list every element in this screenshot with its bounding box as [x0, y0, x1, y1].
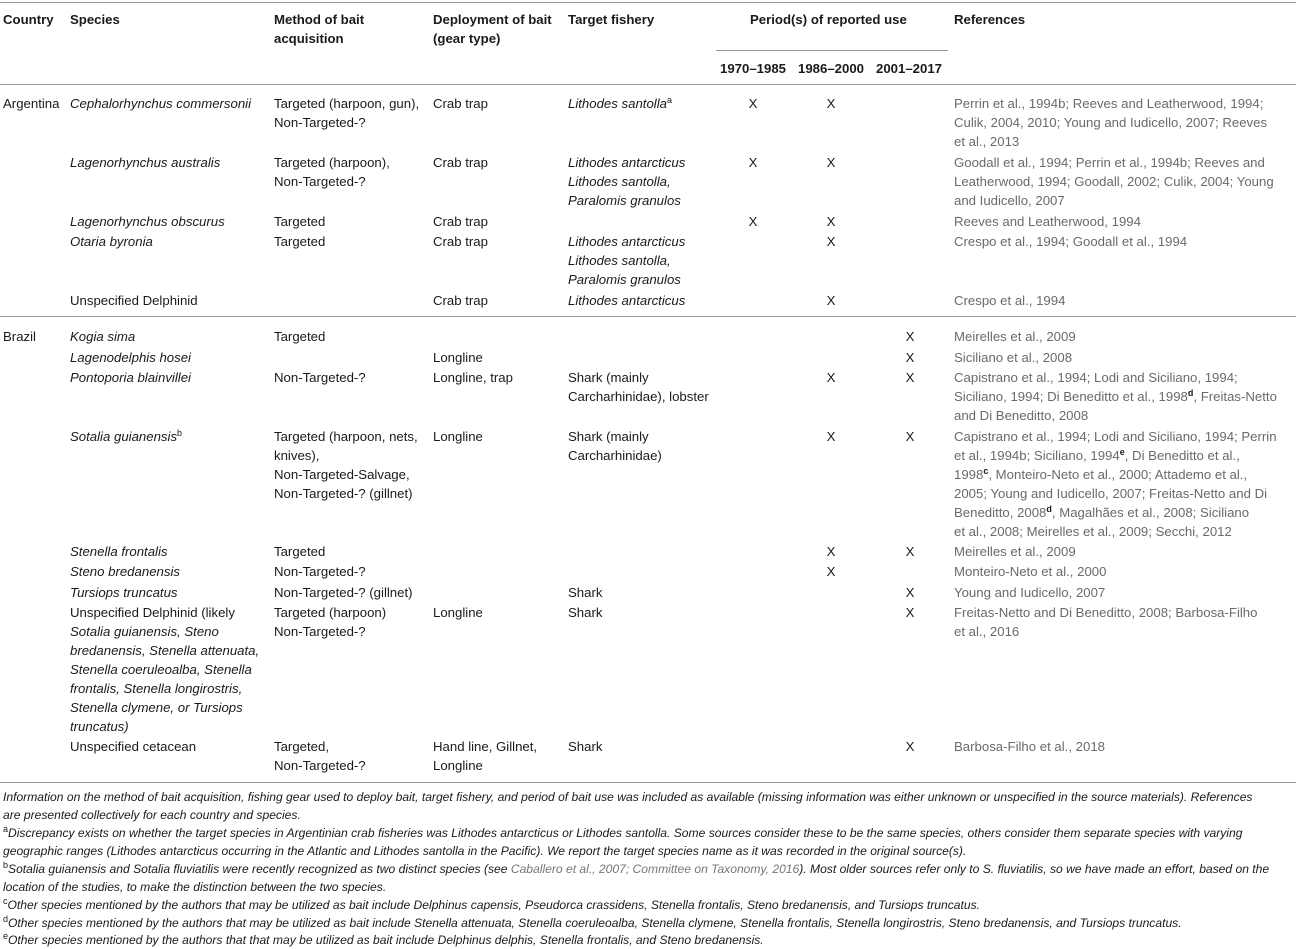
row-method: Non-Targeted-? (gillnet)	[274, 585, 413, 600]
species-name: Pontoporia blainvillei	[70, 370, 191, 385]
row-deployment: Crab trap	[433, 234, 488, 249]
species-name: Sotalia guianensis, Steno	[70, 624, 219, 639]
row-references: Capistrano et al., 1994; Lodi and Siciliano, 1994;	[954, 370, 1238, 385]
species-name: Lagenorhynchus obscurus	[70, 214, 225, 229]
row-references: Barbosa-Filho et al., 2018	[954, 739, 1106, 754]
fishery-name: Carcharhinidae)	[568, 448, 662, 463]
row-references: Crespo et al., 1994	[954, 293, 1066, 308]
footnote-b-line-2: location of the studies, to make the distinction between the two species.	[3, 880, 387, 894]
footnote-info-line-2: are presented collectively for each country and species.	[3, 808, 301, 822]
row-references: Perrin et al., 1994b; Reeves and Leatherwood, 1994;	[954, 96, 1264, 111]
footnote-c: $^c$Other species mentioned by the authors that may be utilized as bait include Delphinus capensis, Pseudorca crassidens, Stenella frontalis, Steno bredanensis, and Tursiops truncatus.	[3, 896, 981, 912]
species-name: Stenella clymene, or Tursiops	[70, 700, 243, 715]
row-references: Freitas-Netto and Di Beneditto, 2008; Barbosa-Filho	[954, 605, 1258, 620]
row-species	[70, 368, 191, 387]
row-method: Non-Targeted-?	[274, 370, 366, 385]
footnote-b: $^b$Sotalia guianensis and Sotalia fluviatilis were recently recognized as two distinct species (see Caballero et al., 2007; Committee on Taxonomy, 2016). Most older sources refer only to S. fluviatilis, so we have made an effort, based on the location of the studies, to make the distinction between the two species.	[3, 860, 1293, 896]
row-species	[70, 603, 235, 622]
row-method: Non-Targeted-?	[274, 624, 366, 639]
row-target-fishery	[568, 291, 685, 310]
reference-text: , Di Beneditto et al.,	[1124, 448, 1240, 463]
row-species	[70, 698, 243, 717]
fishery-name: Shark (mainly	[568, 370, 649, 385]
row-target-fishery	[568, 603, 602, 622]
row-target-fishery	[568, 172, 671, 191]
footnote-marker: d	[1046, 504, 1052, 514]
period-mark-p2: X	[826, 234, 836, 249]
row-deployment: Longline	[433, 605, 483, 620]
row-target-fishery	[568, 153, 685, 172]
fishery-name: Lithodes santolla,	[568, 174, 671, 189]
reference-text: et al., 1994b; Siciliano, 1994	[954, 448, 1120, 463]
fishery-name: Lithodes antarcticus	[568, 234, 686, 249]
fishery-name: Shark	[568, 605, 603, 620]
row-method: Non-Targeted-Salvage,	[274, 467, 410, 482]
species-name: Lagenodelphis hosei	[70, 350, 191, 365]
row-target-fishery	[568, 251, 671, 270]
species-name: Unspecified Delphinid	[70, 293, 198, 308]
reference-text: Siciliano, 1994; Di Beneditto et al., 1998	[954, 389, 1188, 404]
row-references: Meirelles et al., 2009	[954, 329, 1076, 344]
period-mark-p2: X	[826, 214, 836, 229]
period-mark-p3: X	[905, 605, 915, 620]
fishery-name: Shark	[568, 585, 603, 600]
row-species	[70, 562, 180, 581]
footnote-e-text: Other species mentioned by the authors that that may be utilized as bait include Delphinus delphis, Stenella frontalis, and Steno bredanensis.	[8, 933, 764, 947]
row-method: Targeted (harpoon, gun),	[274, 96, 420, 111]
row-references	[954, 465, 1247, 484]
row-references: Leatherwood, 1994; Goodall, 2002; Culik, 2004; Young	[954, 174, 1274, 189]
row-deployment: Longline	[433, 758, 483, 773]
row-deployment: Longline, trap	[433, 370, 513, 385]
row-species	[70, 212, 225, 231]
fishery-name: Paralomis granulos	[568, 272, 681, 287]
row-species	[70, 679, 242, 698]
row-references: Crespo et al., 1994; Goodall et al., 1994	[954, 234, 1188, 249]
footnote-marker: b	[177, 428, 183, 438]
row-method: Targeted	[274, 544, 326, 559]
row-references: Reeves and Leatherwood, 1994	[954, 214, 1141, 229]
footnote-marker: d	[1187, 388, 1194, 398]
row-method: Targeted (harpoon, nets,	[274, 429, 418, 444]
reference-text: 1998	[954, 467, 984, 482]
period-mark-p2: X	[826, 564, 836, 579]
row-species	[70, 737, 196, 756]
fishery-name: Shark	[568, 739, 603, 754]
col-header-method-1: Method of bait	[274, 12, 365, 27]
row-species	[70, 542, 168, 561]
species-name: Tursiops truncatus	[70, 585, 178, 600]
footnote-b-text-2: ). Most older sources refer only to S. fluviatilis, so we have made an effort, based on the	[799, 862, 1270, 876]
row-target-fishery	[568, 427, 649, 446]
col-header-period: Period(s) of reported use	[750, 12, 907, 27]
footnote-b-text-1: Sotalia guianensis and Sotalia fluviatilis were recently recognized as two distinct species (see	[8, 862, 511, 876]
row-method: Non-Targeted-? (gillnet)	[274, 486, 413, 501]
row-country: Argentina	[3, 96, 60, 111]
row-references: Monteiro-Neto et al., 2000	[954, 564, 1107, 579]
row-target-fishery	[568, 387, 709, 406]
species-name: Otaria byronia	[70, 234, 153, 249]
period-mark-p3: X	[905, 329, 915, 344]
footnote-e: $^e$Other species mentioned by the authors that that may be utilized as bait include Delphinus delphis, Stenella frontalis, and Steno bredanensis.	[3, 931, 764, 947]
col-header-method-2: acquisition	[274, 31, 344, 46]
col-header-period-1: 1970–1985	[720, 61, 787, 76]
period-mark-p3: X	[905, 585, 915, 600]
row-target-fishery	[568, 270, 681, 289]
footnote-info-line-1: Information on the method of bait acquisition, fishing gear used to deploy bait, target fishery, and period of bait use was included as available (missing information was either unknown or unspecified in the source materials). References	[3, 790, 1253, 804]
footnote-b-citation-link[interactable]: Caballero et al., 2007; Committee on Taxonomy, 2016	[510, 862, 800, 876]
row-references: Young and Iudicello, 2007	[954, 585, 1106, 600]
period-mark-p2: X	[826, 293, 836, 308]
row-species	[70, 94, 251, 113]
row-target-fishery	[568, 737, 602, 756]
row-species	[70, 660, 252, 679]
species-name: Unspecified Delphinid (likely	[70, 605, 235, 620]
period-mark-p3: X	[905, 429, 915, 444]
top-rule	[0, 2, 1296, 3]
row-deployment: Crab trap	[433, 155, 488, 170]
row-species	[70, 622, 219, 641]
row-references: Capistrano et al., 1994; Lodi and Siciliano, 1994; Perrin	[954, 429, 1277, 444]
header-rule	[0, 84, 1296, 85]
row-references: Siciliano et al., 2008	[954, 350, 1073, 365]
row-references: et al., 2016	[954, 624, 1020, 639]
species-name: bredanensis, Stenella attenuata,	[70, 643, 260, 658]
species-name: Unspecified cetacean	[70, 739, 197, 754]
row-references: et al., 2008; Meirelles et al., 2009; Secchi, 2012	[954, 524, 1232, 539]
species-name: frontalis, Stenella longirostris,	[70, 681, 243, 696]
row-references: and Iudicello, 2007	[954, 193, 1065, 208]
footnote-d-text: Other species mentioned by the authors that may be utilized as bait include Stenella attenuata, Stenella coeruleoalba, Stenella clymene, Stenella frontalis, Stenella longirostris, Steno bredanensis, and Tursiops truncatus.	[8, 916, 1182, 930]
footnote-a-line-1: Discrepancy exists on whether the target species in Argentinian crab fisheries was Lithodes antarcticus or Lithodes santolla. Some sources consider these to be the same species, others consider them separate species with varying	[8, 826, 1243, 840]
footnote-marker: a	[666, 95, 672, 105]
row-species	[70, 291, 198, 310]
fishery-name: Lithodes antarcticus	[568, 155, 686, 170]
period-mark-p2: X	[826, 370, 836, 385]
row-target-fishery	[568, 583, 602, 602]
col-header-period-2: 1986–2000	[798, 61, 865, 76]
row-deployment: Crab trap	[433, 293, 488, 308]
fishery-name: Lithodes santolla,	[568, 253, 671, 268]
bottom-rule	[0, 782, 1296, 783]
col-header-references: References	[954, 12, 1026, 27]
species-name: Cephalorhynchus commersonii	[70, 96, 252, 111]
row-references: et al., 2013	[954, 134, 1020, 149]
species-name: Lagenorhynchus australis	[70, 155, 221, 170]
row-species	[70, 153, 220, 172]
row-method: knives),	[274, 448, 320, 463]
col-header-deployment-1: Deployment of bait	[433, 12, 552, 27]
row-country: Brazil	[3, 329, 36, 344]
period-mark-p3: X	[905, 370, 915, 385]
fishery-name: Carcharhinidae), lobster	[568, 389, 709, 404]
row-references	[954, 387, 1277, 406]
period-mark-p1: X	[748, 96, 758, 111]
row-species	[70, 427, 182, 446]
col-header-deployment-2: (gear type)	[433, 31, 501, 46]
col-header-species: Species	[70, 12, 120, 27]
period-mark-p3: X	[905, 350, 915, 365]
row-references: Goodall et al., 1994; Perrin et al., 1994b; Reeves and	[954, 155, 1265, 170]
footnote-marker: e	[1119, 447, 1125, 457]
period-mark-p2: X	[826, 429, 836, 444]
row-deployment: Longline	[433, 350, 483, 365]
species-name: truncatus)	[70, 719, 129, 734]
period-rule	[716, 50, 948, 51]
row-species	[70, 717, 129, 736]
period-mark-p3: X	[905, 739, 915, 754]
footnote-marker: c	[983, 466, 989, 476]
row-references: 2005; Young and Iudicello, 2007; Freitas-Netto and Di	[954, 486, 1268, 501]
row-deployment: Crab trap	[433, 214, 488, 229]
fishery-name: Shark (mainly	[568, 429, 649, 444]
country-rule	[0, 316, 1296, 317]
footnote-c-text: Other species mentioned by the authors that may be utilized as bait include Delphinus capensis, Pseudorca crassidens, Stenella frontalis, Steno bredanensis, and Tursiops truncatus.	[7, 898, 981, 912]
row-references: and Di Beneditto, 2008	[954, 408, 1089, 423]
reference-text: , Monteiro-Neto et al., 2000; Attademo et al.,	[988, 467, 1248, 482]
row-method: Non-Targeted-?	[274, 115, 366, 130]
row-method: Targeted (harpoon),	[274, 155, 390, 170]
row-references	[954, 503, 1249, 522]
reference-text: Beneditto, 2008	[954, 505, 1047, 520]
period-mark-p1: X	[748, 155, 758, 170]
row-method: Non-Targeted-?	[274, 174, 366, 189]
period-mark-p2: X	[826, 96, 836, 111]
row-deployment: Hand line, Gillnet,	[433, 739, 538, 754]
row-species	[70, 232, 153, 251]
footnote-a: $^a$Discrepancy exists on whether the target species in Argentinian crab fisheries was Lithodes antarcticus or Lithodes santolla. Some sources consider these to be the same species, others consider them separate species with varying geographic ranges (Lithodes antarcticus occurring in the Atlantic and Lithodes santolla in the Pacific). We report the target species name as it was recorded in the original source(s).	[3, 824, 1293, 860]
col-header-period-3: 2001–2017	[876, 61, 943, 76]
row-species	[70, 583, 178, 602]
period-mark-p2: X	[826, 544, 836, 559]
row-method: Targeted	[274, 234, 326, 249]
species-name: Kogia sima	[70, 329, 136, 344]
species-name: Stenella coeruleoalba, Stenella	[70, 662, 252, 677]
row-method: Targeted,	[274, 739, 329, 754]
row-target-fishery	[568, 232, 685, 251]
reference-text: , Freitas-Netto	[1193, 389, 1277, 404]
row-target-fishery	[568, 94, 672, 113]
row-target-fishery	[568, 191, 681, 210]
col-header-country: Country	[3, 12, 54, 27]
row-species	[70, 348, 191, 367]
period-mark-p2: X	[826, 155, 836, 170]
footnote-info	[3, 788, 1293, 824]
row-target-fishery	[568, 446, 662, 465]
fishery-name: Paralomis granulos	[568, 193, 681, 208]
row-deployment: Crab trap	[433, 96, 488, 111]
col-header-fishery: Target fishery	[568, 12, 655, 27]
period-mark-p1: X	[748, 214, 758, 229]
row-species	[70, 641, 259, 660]
row-method: Non-Targeted-?	[274, 758, 366, 773]
row-references: Culik, 2004, 2010; Young and Iudicello, 2007; Reeves	[954, 115, 1268, 130]
fishery-name: Lithodes antarcticus	[568, 293, 686, 308]
row-species	[70, 327, 135, 346]
row-method: Targeted (harpoon)	[274, 605, 387, 620]
row-references: Meirelles et al., 2009	[954, 544, 1076, 559]
footnote-d: $^d$Other species mentioned by the authors that may be utilized as bait include Stenella attenuata, Stenella coeruleoalba, Stenella clymene, Stenella frontalis, Stenella longirostris, Steno bredanensis, and Tursiops truncatus.	[3, 914, 1182, 930]
fishery-name: Lithodes santolla	[568, 96, 667, 111]
row-method: Targeted	[274, 214, 326, 229]
reference-text: , Magalhães et al., 2008; Siciliano	[1051, 505, 1250, 520]
row-method: Targeted	[274, 329, 326, 344]
footnote-a-line-2: geographic ranges (Lithodes antarcticus occurring in the Atlantic and Lithodes santolla in the Pacific). We report the target species name as it was recorded in the original source(s).	[3, 844, 967, 858]
species-name: Sotalia guianensis	[70, 429, 178, 444]
row-references	[954, 446, 1240, 465]
row-deployment: Longline	[433, 429, 483, 444]
period-mark-p3: X	[905, 544, 915, 559]
species-name: Steno bredanensis	[70, 564, 180, 579]
species-name: Stenella frontalis	[70, 544, 168, 559]
row-target-fishery	[568, 368, 649, 387]
row-method: Non-Targeted-?	[274, 564, 366, 579]
